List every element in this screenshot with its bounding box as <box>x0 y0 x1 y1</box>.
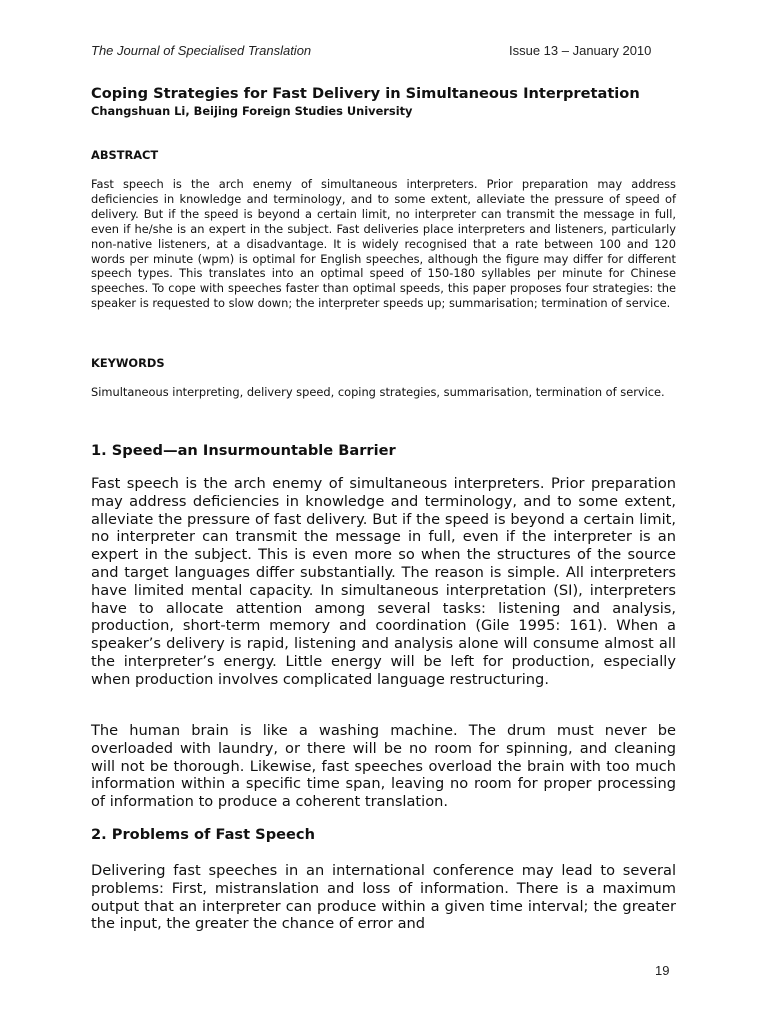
section-2-heading: 2. Problems of Fast Speech <box>91 826 315 843</box>
section-1-paragraph-1: Fast speech is the arch enemy of simultaneous interpreters. Prior preparation may address deficiencies in knowledge and terminology, and to some extent, alleviate the pressure of fast delivery. But if the speed is beyond a certain limit, no interpreter can transmit the message in full, even if the interpreter is an expert in the subject. This is even more so when the structures of the source and target languages differ substantially. The reason is simple. All interpreters have limited mental capacity. In simultaneous interpretation (SI), interpreters have to allocate attention among several tasks: listening and analysis, production, short-term memory and coordination (Gile 1995: 161). When a speaker’s delivery is rapid, listening and analysis alone will consume almost all the interpreter’s energy. Little energy will be left for production, especially when production involves complicated language restructuring. <box>91 475 676 688</box>
issue-info: Issue 13 – January 2010 <box>509 43 652 58</box>
section-2-paragraph-1: Delivering fast speeches in an international conference may lead to several problems: First, mistranslation and loss of information. There is a maximum output that an interpreter can produce within a given time interval; the greater the input, the greater the chance of error and <box>91 862 676 933</box>
page-number: 19 <box>655 963 670 978</box>
article-author: Changshuan Li, Beijing Foreign Studies University <box>91 104 413 118</box>
abstract-heading: ABSTRACT <box>91 148 159 162</box>
article-title: Coping Strategies for Fast Delivery in Simultaneous Interpretation <box>91 85 640 102</box>
keywords-text: Simultaneous interpreting, delivery speed, coping strategies, summarisation, termination of service. <box>91 385 665 399</box>
keywords-heading: KEYWORDS <box>91 356 165 370</box>
abstract-text: Fast speech is the arch enemy of simultaneous interpreters. Prior preparation may address deficiencies in knowledge and terminology, and to some extent, alleviate the pressure of speed of delivery. But if the speed is beyond a certain limit, no interpreter can transmit the message in full, even if he/she is an expert in the subject. Fast deliveries place interpreters and listeners, particularly non-native listeners, at a disadvantage. It is widely recognised that a rate between 100 and 120 words per minute (wpm) is optimal for English speeches, although the figure may differ for different speech types. This translates into an optimal speed of 150-180 syllables per minute for Chinese speeches. To cope with speeches faster than optimal speeds, this paper proposes four strategies: the speaker is requested to slow down; the interpreter speeds up; summarisation; termination of service. <box>91 177 676 311</box>
section-1-heading: 1. Speed—an Insurmountable Barrier <box>91 442 396 459</box>
journal-title: The Journal of Specialised Translation <box>91 43 312 58</box>
section-1-paragraph-2: The human brain is like a washing machine. The drum must never be overloaded with laundry, or there will be no room for spinning, and cleaning will not be thorough. Likewise, fast speeches overload the brain with too much information within a specific time span, leaving no room for proper processing of information to produce a coherent translation. <box>91 722 676 811</box>
